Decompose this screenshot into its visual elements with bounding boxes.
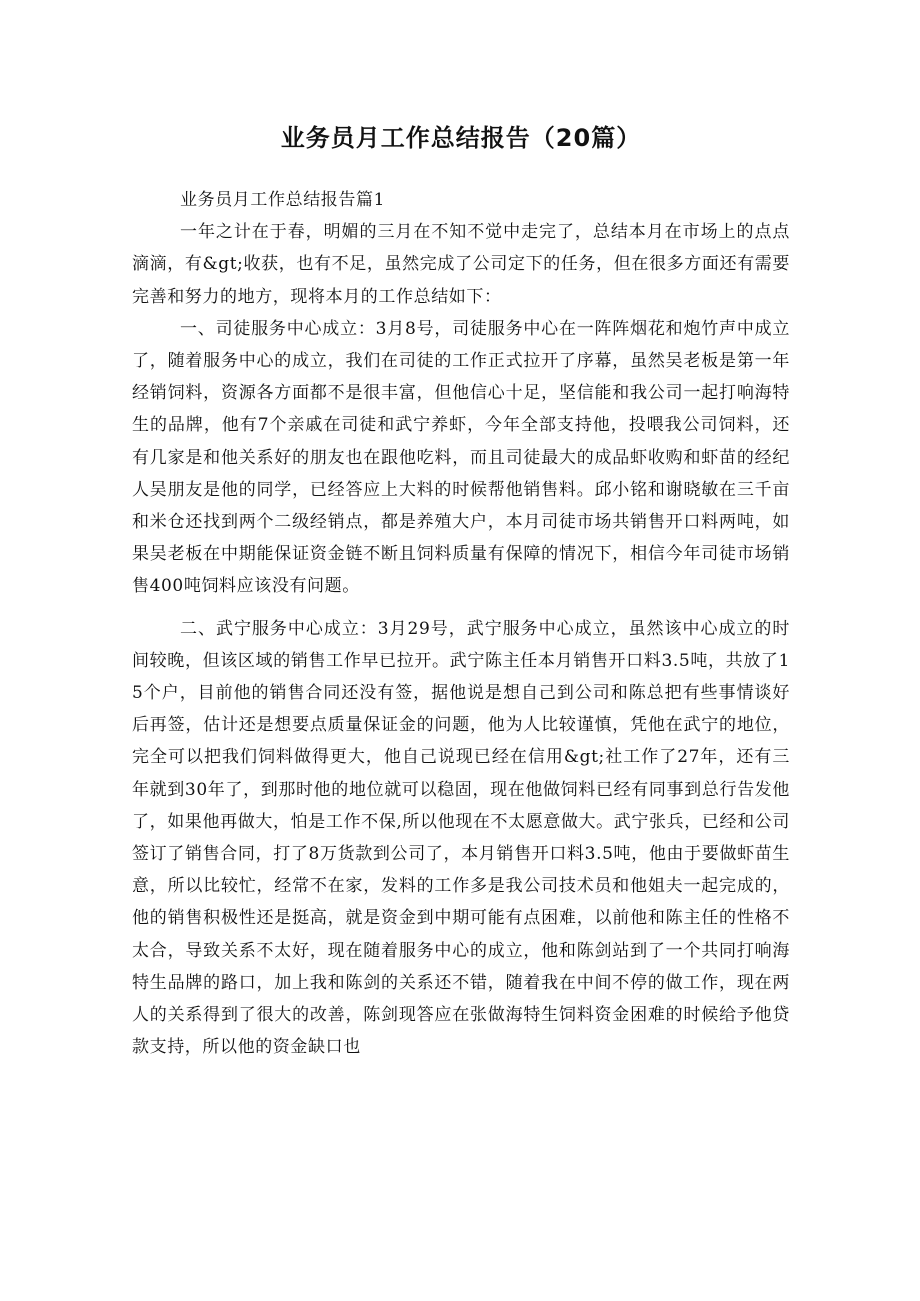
body-paragraph-situ: 一、司徒服务中心成立：3月8号，司徒服务中心在一阵阵烟花和炮竹声中成立了，随着服务中心的成立，我们在司徒的工作正式拉开了序幕，虽然吴老板是第一年经销饲料，资源各方面都不是很丰富，但他信心十足，坚信能和我公司一起打响海特生的品牌，他有7个亲戚在司徒和武宁养虾，今年全部支持他，投喂我公司饲料，还有几家是和他关系好的朋友也在跟他吃料，而且司徒最大的成品虾收购和虾苗的经纪人吴朋友是他的同学，已经答应上大料的时候帮他销售料。邱小铭和谢晓敏在三千亩和米仓还找到两个二级经销点，都是养殖大户，本月司徒市场共销售开口料两吨，如果吴老板在中期能保证资金链不断且饲料质量有保障的情况下，相信今年司徒市场销售400吨饲料应该没有问题。 <box>132 318 790 597</box>
intro-paragraph: 一年之计在于春，明媚的三月在不知不觉中走完了，总结本月在市场上的点点滴滴，有&gt;收获，也有不足，虽然完成了公司定下的任务，但在很多方面还有需要完善和努力的地方，现将本月的工作总结如下： <box>132 222 790 307</box>
document-title: 业务员月工作总结报告（20篇） <box>280 124 642 152</box>
body-paragraph-wuning: 二、武宁服务中心成立：3月29号，武宁服务中心成立，虽然该中心成立的时间较晚，但该区域的销售工作早已拉开。武宁陈主任本月销售开口料3.5吨，共放了15个户，目前他的销售合同还没有签，据他说是想自己到公司和陈总把有些事情谈好后再签，估计还是想要点质量保证金的问题，他为人比较谨慎，凭他在武宁的地位，完全可以把我们饲料做得更大，他自己说现已经在信用&gt;社工作了27年，还有三年就到30年了，到那时他的地位就可以稳固，现在他做饲料已经有同事到总行告发他了，如果他再做大，怕是工作不保,所以他现在不太愿意做大。武宁张兵，已经和公司签订了销售合同，打了8万货款到公司了，本月销售开口料3.5吨，他由于要做虾苗生意，所以比较忙，经常不在家，发料的工作多是我公司技术员和他姐夫一起完成的，他的销售积极性还是挺高，就是资金到中期可能有点困难，以前他和陈主任的性格不太合，导致关系不太好，现在随着服务中心的成立，他和陈剑站到了一个共同打响海特生品牌的路口，加上我和陈剑的关系还不错，随着我在中间不停的做工作，现在两人的关系得到了很大的改善，陈剑现答应在张做海特生饲料资金困难的时候给予他贷款支持，所以他的资金缺口也 <box>132 618 790 1058</box>
section-heading: 业务员月工作总结报告篇1 <box>180 190 386 210</box>
